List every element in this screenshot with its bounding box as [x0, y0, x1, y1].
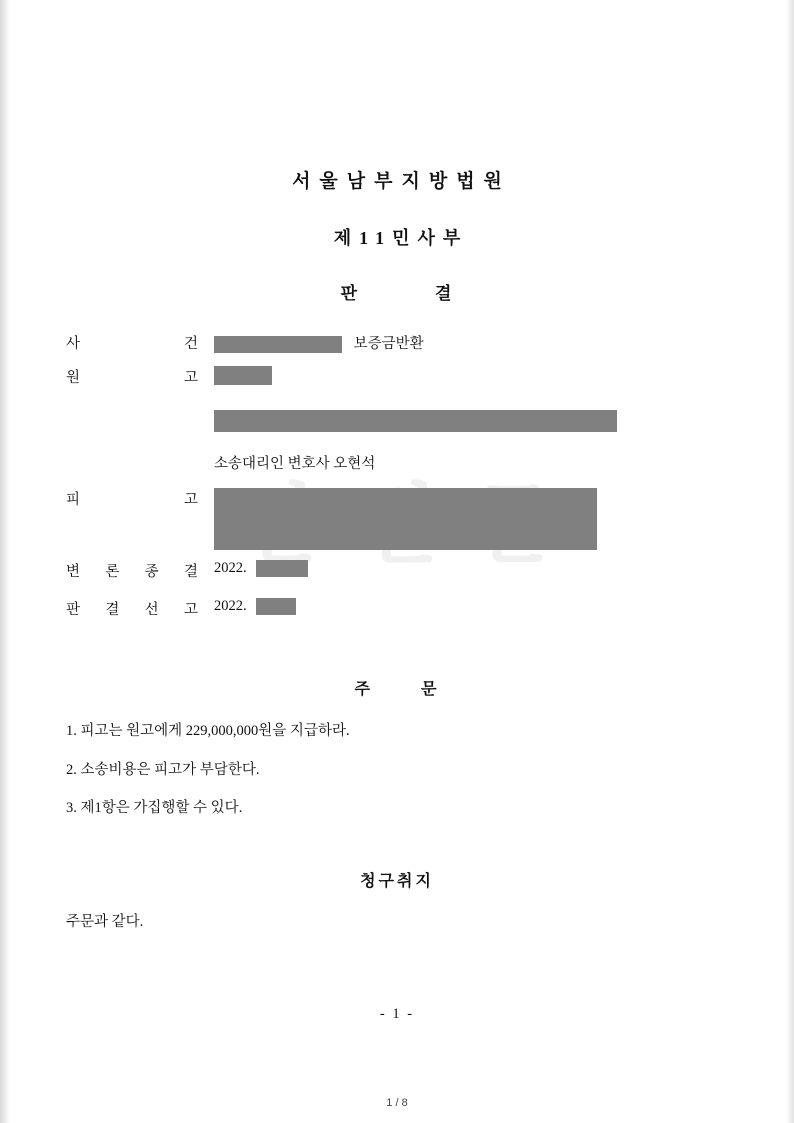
- info-value-defendant: [214, 488, 597, 550]
- info-label-sentencing-date: [66, 598, 198, 619]
- redaction-bar: [214, 410, 617, 432]
- order-heading-right: 문: [421, 681, 440, 698]
- redaction-bar: [256, 560, 308, 577]
- redaction-bar: [214, 336, 342, 353]
- sentencing-date-year: 2022.: [214, 598, 247, 614]
- info-value-plaintiff: [214, 366, 272, 385]
- order-item-1: 1. 피고는 원고에게 229,000,000원을 지급하라.: [66, 723, 350, 739]
- info-value-attorney: 소송대리인 변호사 오현석: [214, 456, 376, 472]
- label-char: 고: [183, 492, 198, 508]
- order-heading-left: 주: [354, 681, 373, 698]
- info-label-defendant: [66, 488, 198, 509]
- info-value-plaintiff-address: [214, 410, 617, 432]
- judgment-title-left: 판: [340, 284, 359, 303]
- label-char: 사: [66, 336, 81, 352]
- label-char: 고: [183, 370, 198, 386]
- page-title: [0, 279, 794, 304]
- info-label-closing-date: [66, 560, 198, 581]
- label-char: 판: [66, 602, 81, 618]
- pager-indicator: 1 / 8: [386, 1097, 408, 1109]
- label-char: 결: [183, 564, 198, 580]
- label-char: 결: [105, 602, 120, 618]
- redaction-bar: [214, 366, 272, 385]
- label-char: 피: [66, 492, 81, 508]
- judgment-title-right: 결: [435, 284, 454, 303]
- order-item-3: 3. 제1항은 가집행할 수 있다.: [66, 800, 243, 816]
- page-marker: - 1 -: [379, 1006, 415, 1022]
- label-char: 변: [66, 564, 81, 580]
- redaction-bar: [256, 598, 296, 615]
- info-value-case: [214, 332, 424, 353]
- label-char: 종: [144, 564, 159, 580]
- info-value-closing-date: [214, 560, 308, 577]
- redaction-bar: [214, 488, 597, 550]
- closing-date-year: 2022.: [214, 560, 247, 576]
- section-heading-order: [0, 676, 794, 699]
- label-char: 론: [105, 564, 120, 580]
- info-label-case: [66, 332, 198, 353]
- label-char: 고: [183, 602, 198, 618]
- order-item-2: 2. 소송비용은 피고가 부담한다.: [66, 762, 260, 778]
- info-label-plaintiff: [66, 366, 198, 387]
- label-char: 선: [144, 602, 159, 618]
- label-char: 원: [66, 370, 81, 386]
- claim-text: 주문과 같다.: [66, 914, 144, 930]
- info-value-sentencing-date: [214, 598, 296, 615]
- section-heading-claim: 청구취지: [360, 873, 434, 890]
- case-type-label: 보증금반환: [353, 336, 424, 352]
- label-char: 건: [183, 336, 198, 352]
- court-title: 서울남부지방법원: [292, 171, 511, 192]
- division-title: 제11민사부: [333, 228, 469, 248]
